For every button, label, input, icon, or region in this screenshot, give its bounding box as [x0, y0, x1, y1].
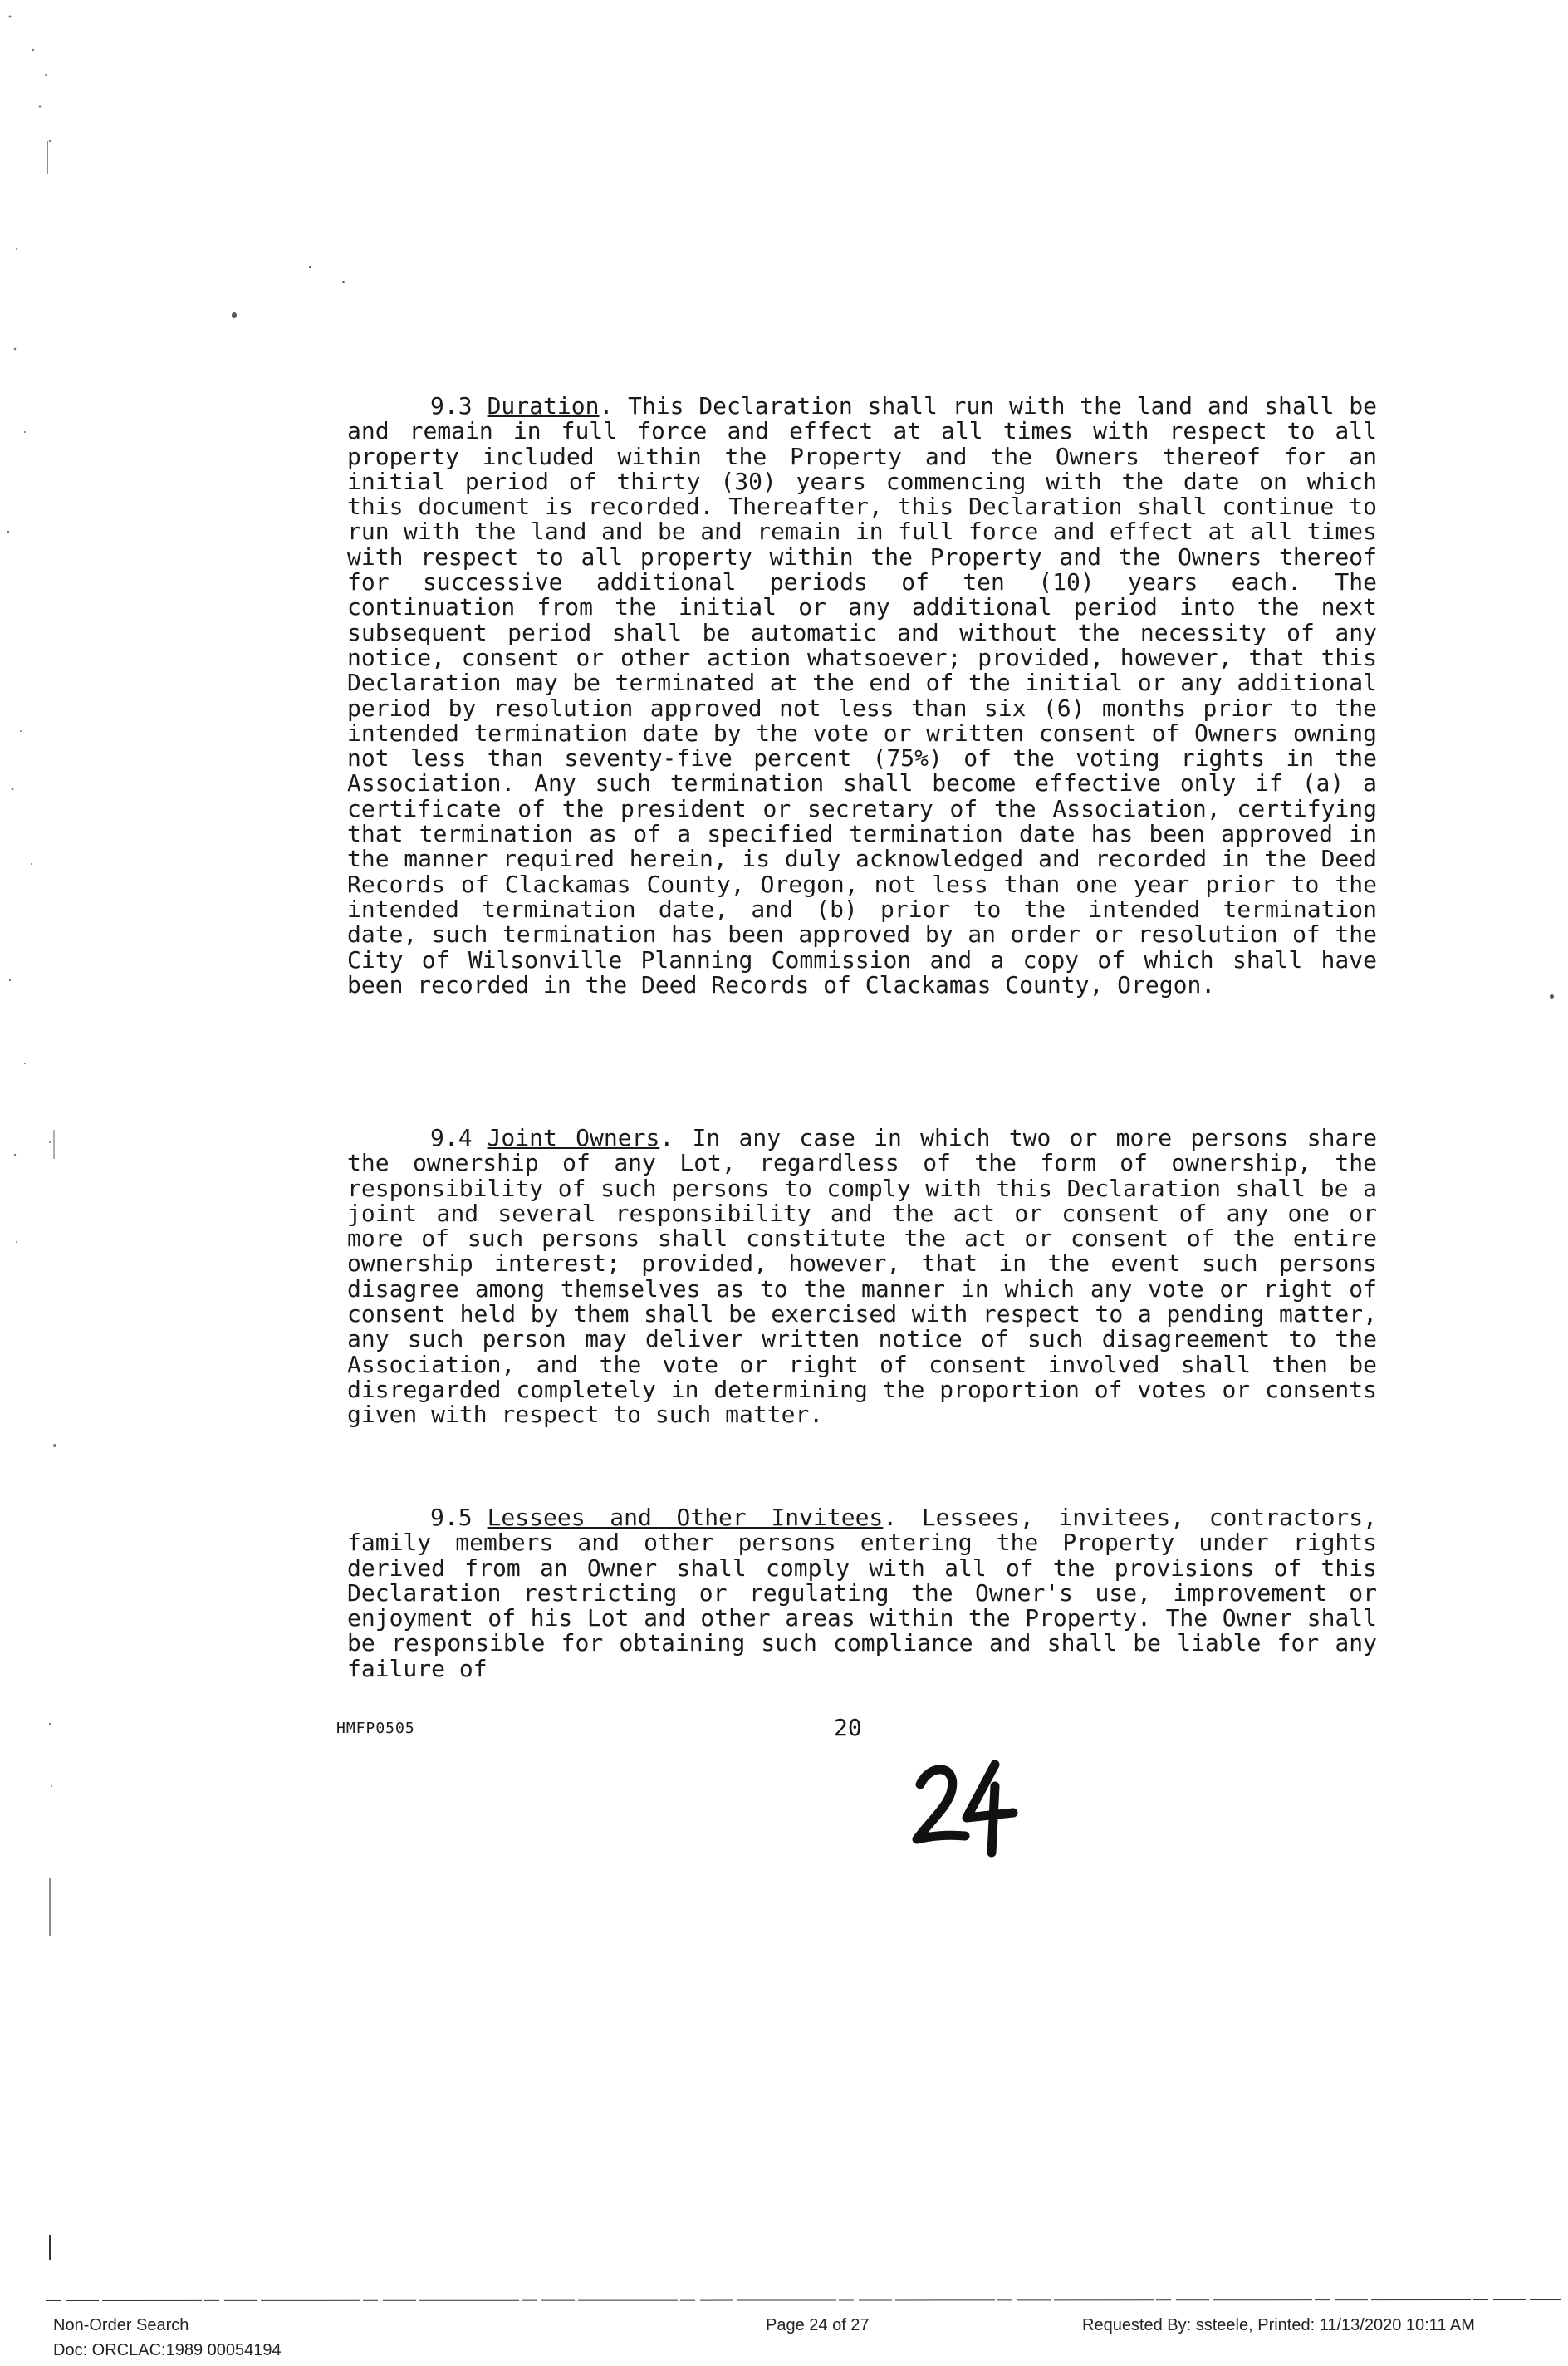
- section-body: . In any case in which two or more persons share the ownership of any Lot, regardless of the form of ownership, the responsibility of such persons to comply with this Declaration shall be a joint and several responsibility and the act or consent of any one or more of such persons shall constitute the act or consent of the entire ownership interest; provided, however, that in the event such persons disagree among themselves as to the manner in which any vote or right of consent held by them shall be exercised with respect to a pending matter, any such person may deliver written notice of such disagreement to the Association, and the vote or right of consent involved shall then be disregarded completely in determining the proportion of votes or consents given with respect to such matter.: [347, 1124, 1378, 1429]
- scan-speck: [1550, 994, 1554, 999]
- footer-doc-id: Doc: ORCLAC:1989 00054194: [53, 2341, 282, 2359]
- scan-speck: [309, 266, 311, 268]
- section-joint-owners: [347, 1126, 1377, 1428]
- scan-edge-artifacts: [0, 0, 75, 2366]
- section-duration: [347, 394, 1377, 998]
- footer-page-count: Page 24 of 27: [766, 2316, 870, 2334]
- scan-speck: [232, 312, 237, 318]
- section-heading: Duration: [487, 392, 600, 420]
- document-code: HMFP0505: [336, 1720, 415, 1737]
- section-number: 9.4: [430, 1124, 473, 1151]
- section-number: 9.5: [430, 1504, 473, 1531]
- footer-requested-by: Requested By: ssteele, Printed: 11/13/2020 10:11 AM: [1082, 2316, 1475, 2334]
- scan-speck: [342, 281, 345, 283]
- section-body: . Lessees, invitees, contractors, family members and other persons entering the Property under rights derived from an Owner shall comply with all of the provisions of this Declaration restricting or regulating the Owner's use, improvement or enjoyment of his Lot and other areas within the Property. The Owner shall be responsible for obtaining such compliance and shall be liable for any failure of: [347, 1504, 1378, 1682]
- section-heading: Lessees and Other Invitees: [487, 1504, 884, 1531]
- handwritten-page-number: [905, 1753, 1022, 1861]
- section-body: . This Declaration shall run with the land and shall be and remain in full force and effect at all times with respect to all property included within the Property and the Owners thereof for an initial period of thirty (30) years commencing with the date on which this document is recorded. Thereafter, this Declaration shall continue to run with the land and be and remain in full force and effect at all times with respect to all property within the Property and the Owners thereof for successive additional periods of ten (10) years each. The continuation from the initial or any additional period into the next subsequent period shall be automatic and without the necessity of any notice, consent or other action whatsoever; provided, however, that this Declaration may be terminated at the end of the initial or any additional period by resolution approved not less than six (6) months prior to the intended termination date by the vote or written consent of Owners owning not less than seventy-five percent (75%) of the voting rights in the Association. Any such termination shall become effective only if (a) a certificate of the president or secretary of the Association, certifying that termination as of a specified termination date has been approved in the manner required herein, is duly acknowledged and recorded in the Deed Records of Clackamas County, Oregon, not less than one year prior to the intended termination date, and (b) prior to the intended termination date, such termination has been approved by an order or resolution of the City of Wilsonville Planning Commission and a copy of which shall have been recorded in the Deed Records of Clackamas County, Oregon.: [347, 392, 1377, 999]
- section-heading: Joint Owners: [487, 1124, 660, 1151]
- page-number: 20: [834, 1714, 862, 1741]
- section-lessees: [347, 1505, 1377, 1681]
- footer-divider: [46, 2297, 1561, 2302]
- footer-search-type: Non-Order Search: [53, 2316, 189, 2334]
- section-number: 9.3: [430, 392, 473, 420]
